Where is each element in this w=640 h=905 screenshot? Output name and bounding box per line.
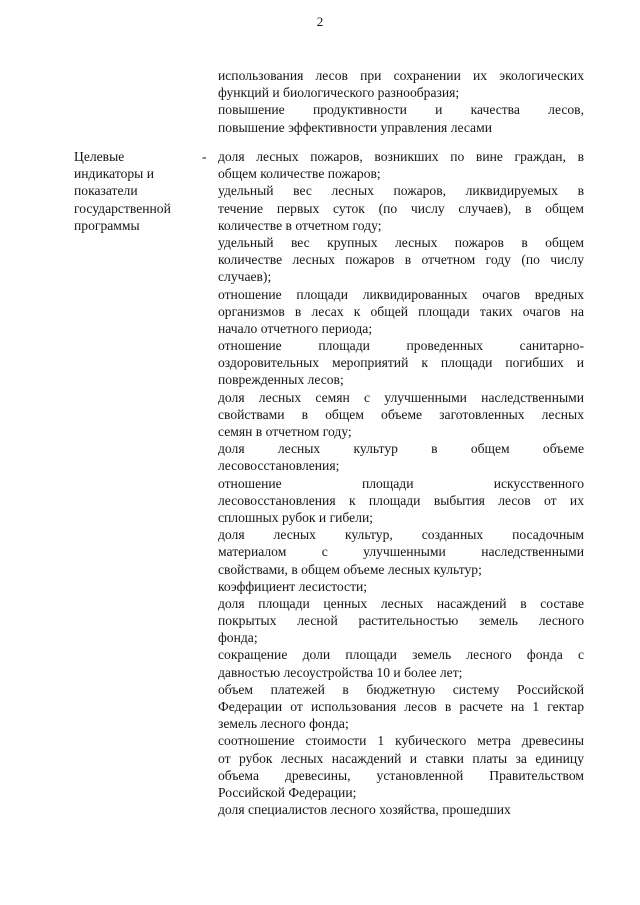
indicator-item-line: коэффициент лесистости;	[218, 578, 368, 594]
indicator-item-line: фонда;	[218, 630, 258, 646]
indicator-item-line: материалом с улучшенными наследственными	[218, 544, 584, 560]
indicator-item-line: доля лесных семян с улучшенными наследственными	[218, 389, 584, 405]
intro-paragraph	[218, 67, 584, 101]
indicator-item-line: начало отчетного периода;	[218, 320, 373, 336]
indicators-list	[218, 148, 584, 818]
indicator-item-line: отношение площади искусственного	[218, 475, 584, 491]
indicator-item	[218, 578, 584, 595]
indicator-item	[218, 526, 584, 578]
indicator-item-line: количестве в отчетном году;	[218, 217, 382, 233]
indicator-item-line: покрытых лесной растительностью земель лесного	[218, 613, 584, 629]
intro-paragraph-line: функций и биологического разнообразия;	[218, 85, 460, 101]
indicator-item-line: течение первых суток (по числу случаев), в общем	[218, 200, 584, 216]
indicator-item	[218, 440, 584, 474]
intro-paragraph	[218, 101, 584, 135]
indicator-item-line: доля специалистов лесного хозяйства, прошедших	[218, 802, 511, 818]
label-dash: -	[202, 149, 207, 164]
intro-paragraph-line: использования лесов при сохранении их экологических	[218, 68, 584, 83]
indicator-item	[218, 389, 584, 441]
indicator-item-line: сокращение доли площади земель лесного фонда с	[218, 647, 584, 663]
indicator-item-line: доля лесных культур в общем объеме	[218, 441, 584, 457]
indicator-item-line: отношение площади проведенных санитарно-	[218, 338, 584, 354]
indicator-item	[218, 337, 584, 389]
indicator-item-line: доля лесных пожаров, возникших по вине граждан, в	[218, 149, 584, 164]
indicator-item-line: количестве лесных пожаров в отчетном году (по числу	[218, 252, 584, 268]
indicator-item-line: от рубок лесных насаждений и ставки платы за единицу	[218, 750, 584, 766]
indicator-item-line: поврежденных лесов;	[218, 372, 344, 388]
section-label-line: индикаторы и	[74, 166, 154, 182]
indicator-item	[218, 475, 584, 527]
section-label	[74, 148, 189, 234]
indicator-item-line: объема древесины, установленной Правительством	[218, 767, 584, 783]
indicator-item-line: соотношение стоимости 1 кубического метра древесины	[218, 733, 584, 749]
indicator-item-line: лесовосстановления;	[218, 458, 340, 474]
intro-paragraph-line: повышение эффективности управления лесами	[218, 119, 492, 135]
indicator-item-line: лесовосстановления к площади выбытия лесов от их	[218, 492, 584, 508]
indicator-item-line: объем платежей в бюджетную систему Российской	[218, 681, 584, 697]
indicator-item-line: отношение площади ликвидированных очагов вредных	[218, 286, 584, 302]
indicator-item-line: семян в отчетном году;	[218, 424, 352, 439]
section-label-line: Целевые	[74, 149, 125, 164]
indicator-item	[218, 148, 584, 182]
indicator-item-line: доля лесных культур, созданных посадочным	[218, 527, 584, 543]
indicator-item-line: сплошных рубок и гибели;	[218, 509, 374, 525]
indicator-item-line: свойствами, в общем объеме лесных культур;	[218, 561, 482, 577]
indicator-item	[218, 732, 584, 801]
indicator-item-line: общем количестве пожаров;	[218, 166, 381, 182]
indicator-item-line: Российской Федерации;	[218, 784, 357, 800]
indicator-item-line: случаев);	[218, 269, 272, 285]
indicator-item	[218, 595, 584, 647]
indicator-item-line: доля площади ценных лесных насаждений в составе	[218, 595, 584, 611]
indicator-item	[218, 286, 584, 338]
indicator-item-line: Федерации от использования лесов в расчете на 1 гектар	[218, 699, 584, 714]
indicator-item	[218, 681, 584, 733]
intro-paragraph-line: повышение продуктивности и качества лесов,	[218, 102, 584, 118]
indicator-item	[218, 801, 584, 818]
section-label-line: программы	[74, 217, 140, 233]
intro-continuation	[218, 67, 584, 136]
indicator-item-line: удельный вес лесных пожаров, ликвидируемых в	[218, 183, 584, 199]
indicator-item-line: свойствами в общем объеме заготовленных лесных	[218, 406, 584, 422]
section-label-line: государственной	[74, 200, 171, 216]
indicator-item-line: организмов в лесах к общей площади таких очагов на	[218, 303, 584, 319]
indicator-item-line: давностью лесоустройства 10 и более лет;	[218, 664, 463, 680]
section-label-line: показатели	[74, 183, 138, 199]
indicator-item-line: земель лесного фонда;	[218, 716, 349, 732]
page-number: 2	[316, 14, 324, 29]
indicator-item	[218, 646, 584, 680]
indicator-item-line: оздоровительных мероприятий к площади погибших и	[218, 355, 584, 371]
indicator-item	[218, 234, 584, 286]
indicator-item	[218, 182, 584, 234]
indicator-item-line: удельный вес крупных лесных пожаров в общем	[218, 234, 584, 250]
